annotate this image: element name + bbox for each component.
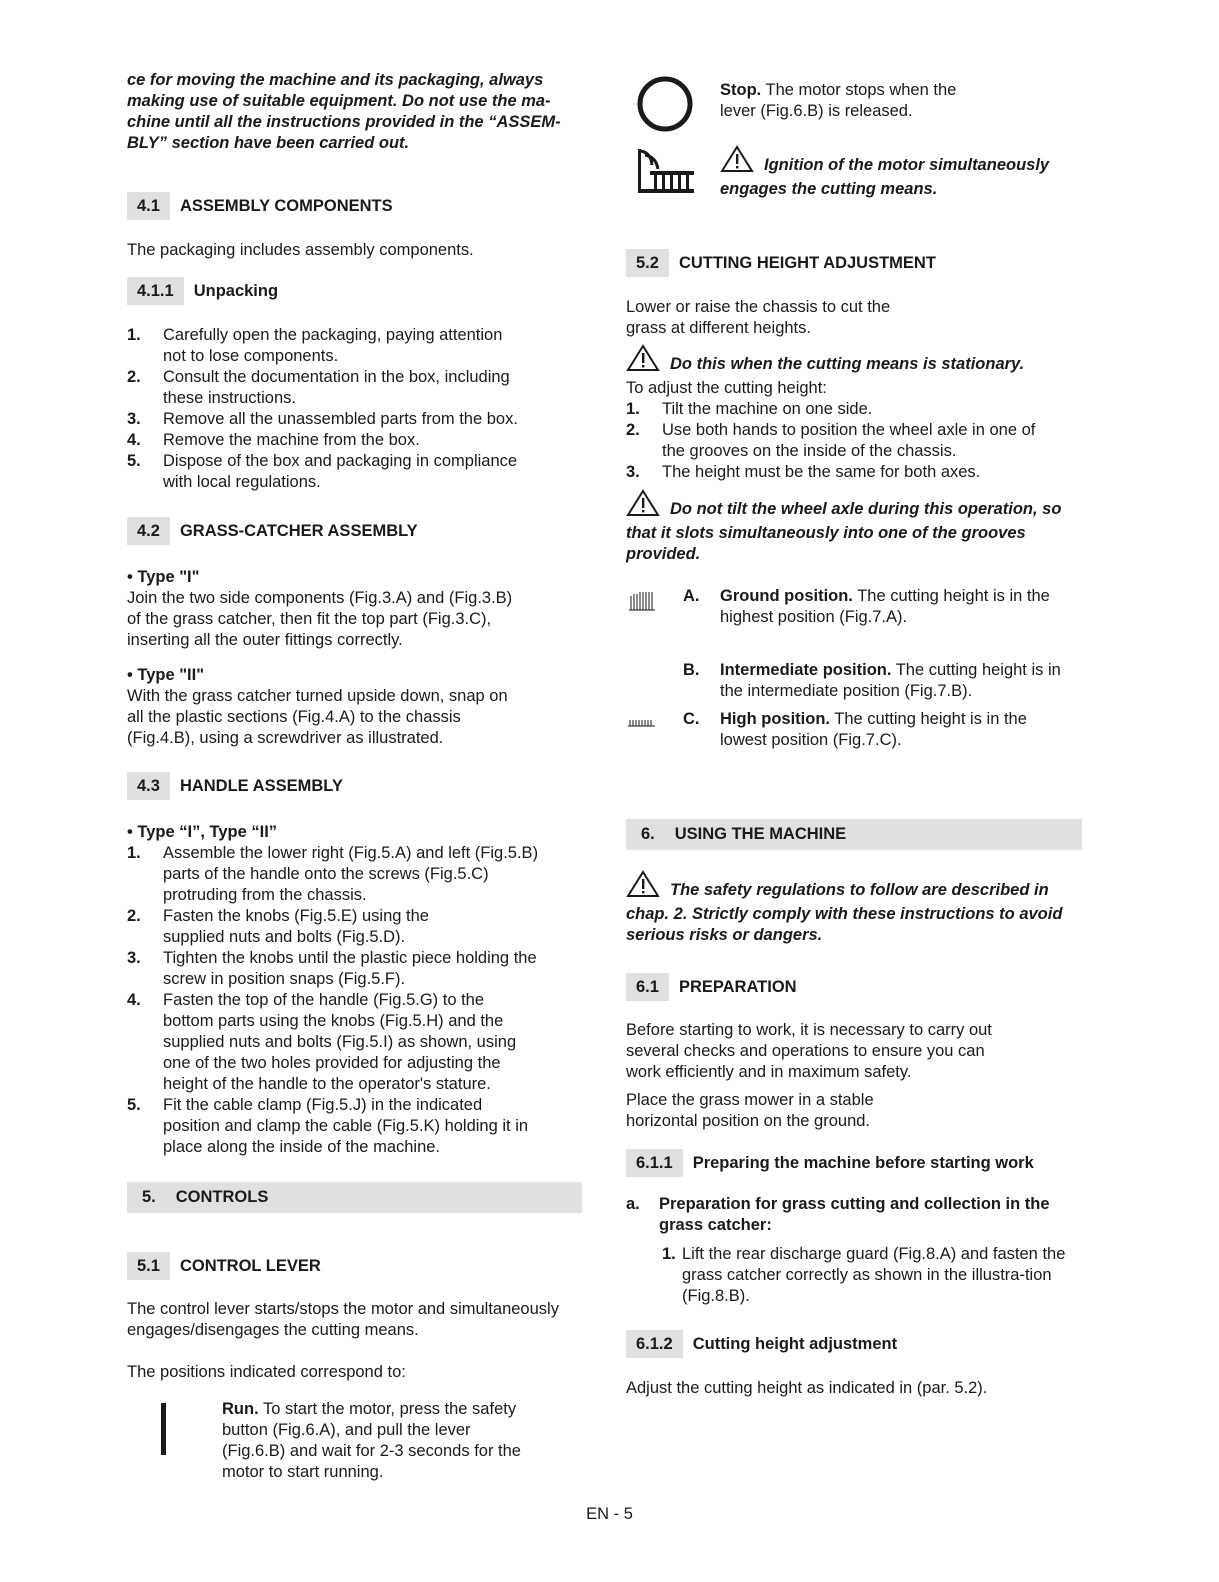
stop-circle-icon	[626, 70, 720, 141]
section-number: 5.	[142, 1188, 156, 1206]
stop-description: Stop. The motor stops when the lever (Fig.6.B) is released.	[720, 81, 957, 120]
section-title: USING THE MACHINE	[674, 825, 847, 843]
section-title: CONTROLS	[175, 1188, 269, 1206]
section-number: 4.2	[127, 517, 170, 545]
section-title: CONTROL LEVER	[179, 1256, 321, 1275]
wheel-axle-warning: Do not tilt the wheel axle during this operation, so that it slots simultaneously into one of the grooves provided.	[626, 489, 1076, 565]
page-number: EN - 5	[586, 1505, 633, 1523]
preparation-text: Before starting to work, it is necessary to carry out several checks and operations to ensure you can work efficiently and in maximum safety.	[626, 1021, 992, 1081]
warning-triangle-icon	[626, 870, 660, 904]
run-description: Run. To start the motor, press the safety button (Fig.6.A), and pull the lever (Fig.6.B) and wait for 2-3 seconds for the motor to start running.	[222, 1400, 521, 1481]
section-title: Cutting height adjustment	[692, 1334, 898, 1353]
safety-warning: The safety regulations to follow are described in chap. 2. Strictly comply with these instructions to avoid serious risks or dangers.	[626, 870, 1082, 946]
section-4-1-header	[127, 192, 582, 220]
section-title: CUTTING HEIGHT ADJUSTMENT	[678, 253, 936, 272]
stop-position-row	[626, 70, 1082, 141]
left-column	[127, 70, 582, 1483]
list-item: 1. Assemble the lower right (Fig.5.A) and left (Fig.5.B) parts of the handle onto the screws (Fig.5.C) protruding from the chassis.	[127, 844, 539, 904]
list-item: 5. Fit the cable clamp (Fig.5.J) in the indicated position and clamp the cable (Fig.5.K) holding it in place along the inside of the machine.	[127, 1096, 529, 1156]
section-6-1-header	[626, 973, 1082, 1001]
warning-triangle-icon	[720, 145, 754, 179]
warning-triangle-icon	[626, 344, 660, 378]
section-title: HANDLE ASSEMBLY	[179, 776, 343, 795]
list-item: 4. Remove the machine from the box.	[127, 431, 420, 449]
list-item: 1. Tilt the machine on one side.	[626, 400, 873, 418]
unpacking-steps	[127, 325, 527, 493]
section-title: PREPARATION	[678, 977, 797, 996]
position-a-row	[626, 586, 1082, 628]
position-b-row	[626, 660, 1082, 702]
list-item: 3. The height must be the same for both axes.	[626, 463, 981, 481]
section-number: 6.1	[626, 973, 669, 1001]
placement-text: Place the grass mower in a stable horizontal position on the ground.	[626, 1091, 874, 1130]
type-2-text: With the grass catcher turned upside down, snap on all the plastic sections (Fig.4.A) to the chassis (Fig.4.B), using a screwdriver as illustrated.	[127, 687, 508, 747]
position-b: B. Intermediate position. The cutting height is in the intermediate position (Fig.7.B).	[683, 661, 1061, 700]
run-lever-icon	[127, 1399, 222, 1483]
section-6-1-2-header	[626, 1330, 1082, 1358]
section-5-2-header	[626, 249, 1082, 277]
ignition-warning-text: Ignition of the motor simultaneously engages the cutting means.	[720, 145, 1070, 203]
cutting-height-text: Lower or raise the chassis to cut the grass at different heights.	[626, 298, 891, 337]
cutting-means-icon	[626, 145, 720, 203]
right-column	[626, 70, 1082, 1399]
section-number: 6.1.1	[626, 1149, 683, 1177]
position-c: C. High position. The cutting height is in the lowest position (Fig.7.C).	[683, 710, 1027, 749]
positions-intro-text: The positions indicated correspond to:	[127, 1363, 406, 1381]
section-number: 4.3	[127, 772, 170, 800]
section-title: Preparing the machine before starting work	[692, 1153, 1034, 1172]
section-4-2-header	[127, 517, 582, 545]
list-item: 5. Dispose of the box and packaging in compliance with local regulations.	[127, 452, 518, 491]
grass-low-icon	[626, 709, 683, 751]
warning-triangle-icon	[626, 489, 660, 523]
handle-type-title: • Type “I”, Type “II”	[127, 823, 278, 841]
list-item: 2. Fasten the knobs (Fig.5.E) using the supplied nuts and bolts (Fig.5.D).	[127, 907, 429, 946]
type-1-text: Join the two side components (Fig.3.A) and (Fig.3.B) of the grass catcher, then fit the top part (Fig.3.C), inserting all the outer fittings correctly.	[127, 589, 513, 649]
section-number: 4.1	[127, 192, 170, 220]
section-4-3-header	[127, 772, 582, 800]
cutting-height-steps	[626, 399, 1046, 483]
list-item: 1. Carefully open the packaging, paying attention not to lose components.	[127, 326, 503, 365]
section-number: 5.2	[626, 249, 669, 277]
list-item: 2. Use both hands to position the wheel axle in one of the grooves on the inside of the chassis.	[626, 421, 1036, 460]
assembly-components-text: The packaging includes assembly components.	[127, 241, 474, 259]
section-6-header	[626, 819, 1082, 850]
adjust-intro-text: To adjust the cutting height:	[626, 379, 827, 397]
section-title: Unpacking	[193, 281, 279, 300]
type-1-title: • Type "I"	[127, 568, 200, 586]
control-lever-text: The control lever starts/stops the motor and simultaneously engages/disengages the cutting means.	[127, 1300, 559, 1339]
preparation-item-a: a. Preparation for grass cutting and collection in the grass catcher:	[626, 1195, 1050, 1234]
section-4-1-1-header	[127, 277, 582, 305]
handle-assembly-steps	[127, 843, 539, 1158]
ignition-warning-row	[626, 145, 1082, 203]
section-6-1-1-header	[626, 1149, 1082, 1177]
run-position-row	[127, 1399, 582, 1483]
position-a: A. Ground position. The cutting height is in the highest position (Fig.7.A).	[683, 587, 1050, 626]
cutting-height-reference-text: Adjust the cutting height as indicated in (par. 5.2).	[626, 1379, 988, 1397]
list-item: 2. Consult the documentation in the box, including these instructions.	[127, 368, 510, 407]
stationary-warning: Do this when the cutting means is stationary.	[626, 344, 1082, 378]
section-title: GRASS-CATCHER ASSEMBLY	[179, 521, 418, 540]
section-number: 4.1.1	[127, 277, 184, 305]
list-item: 4. Fasten the top of the handle (Fig.5.G) to the bottom parts using the knobs (Fig.5.H) and the supplied nuts and bolts (Fig.5.I) as shown, using one of the two holes provided for adjusting the height of the handle to the operator's stature.	[127, 991, 517, 1093]
section-5-header	[127, 1182, 582, 1213]
section-number: 6.	[641, 825, 655, 843]
section-number: 6.1.2	[626, 1330, 683, 1358]
type-2-title: • Type "II"	[127, 666, 205, 684]
section-5-1-header	[127, 1252, 582, 1280]
preparation-step-1: 1. Lift the rear discharge guard (Fig.8.A) and fasten the grass catcher correctly as shown in the illustra-tion (Fig.8.B).	[662, 1245, 1066, 1305]
list-item: 3. Remove all the unassembled parts from the box.	[127, 410, 518, 428]
position-c-row	[626, 709, 1082, 751]
section-number: 5.1	[127, 1252, 170, 1280]
list-item: 3. Tighten the knobs until the plastic piece holding the screw in position snaps (Fig.5.F).	[127, 949, 537, 988]
section-title: ASSEMBLY COMPONENTS	[179, 196, 393, 215]
grass-high-icon	[626, 586, 683, 628]
intro-warning-text: ce for moving the machine and its packaging, always making use of suitable equipment. Do not use the ma-chine until all the instructions provided in the “ASSEM-BLY” section have been carried out.	[127, 71, 561, 152]
